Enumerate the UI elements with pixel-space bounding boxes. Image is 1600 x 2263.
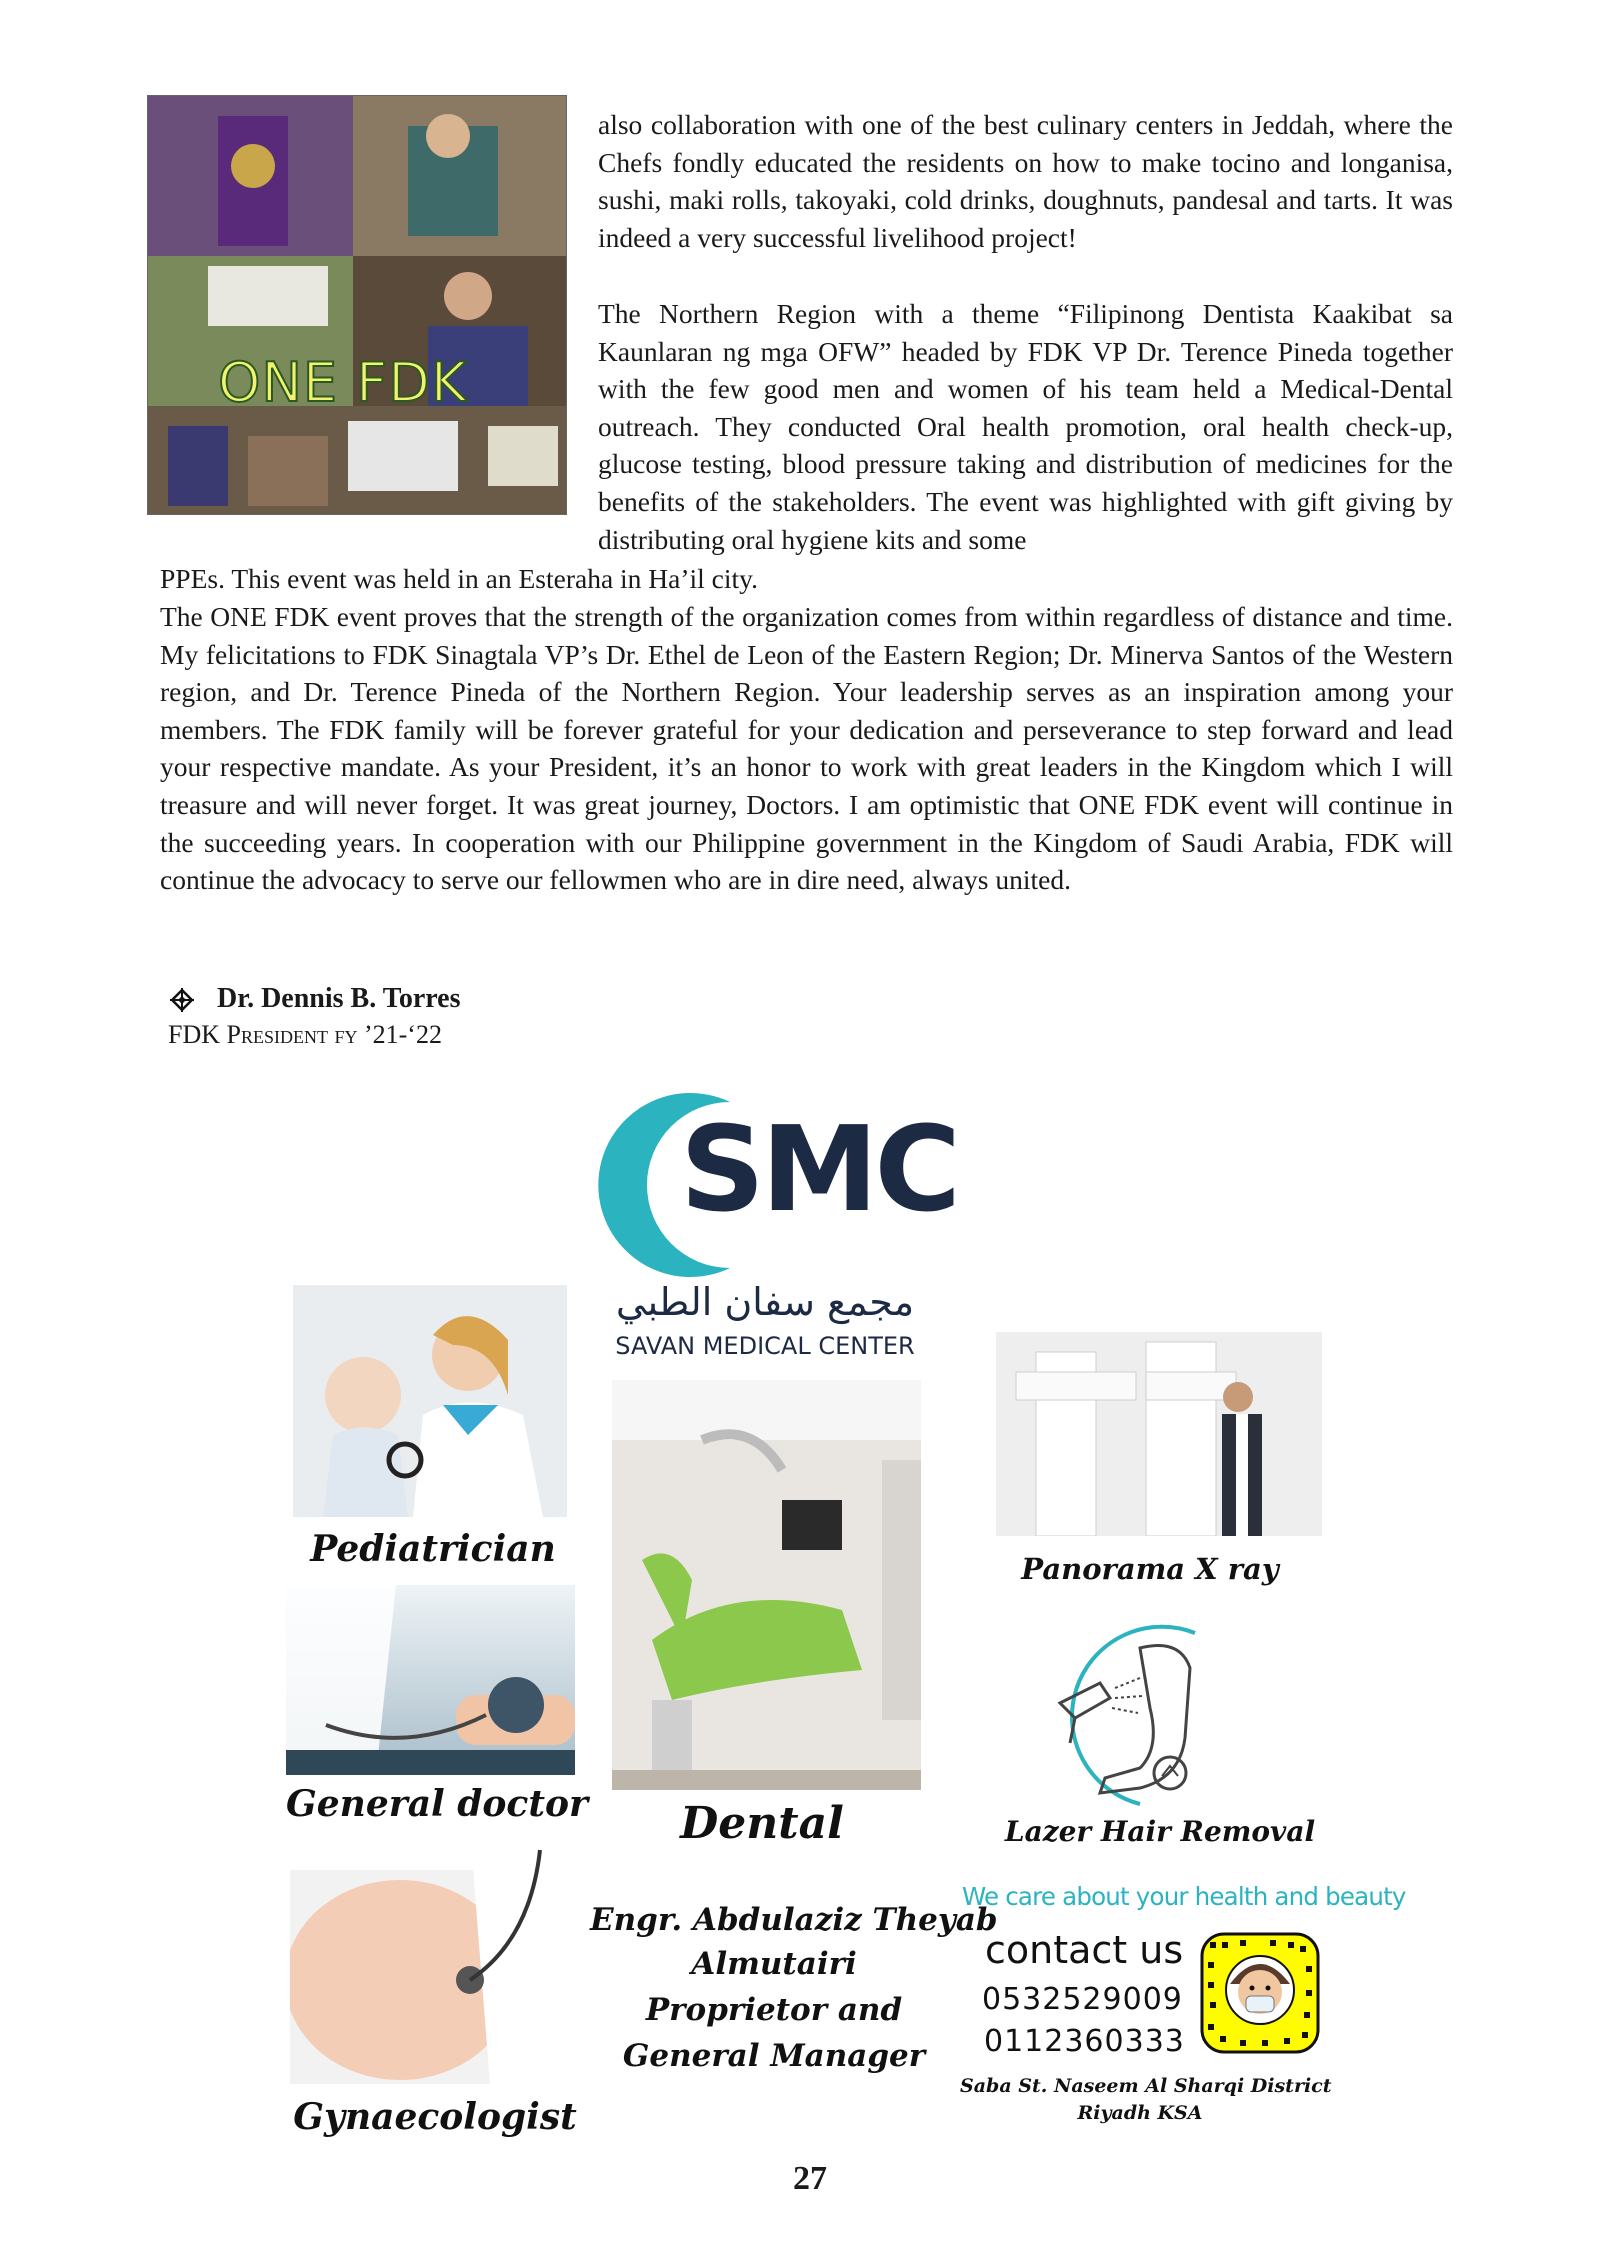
phone-number-mobile: 0532529009 — [982, 1982, 1183, 2017]
label-lazer-hair-removal: Lazer Hair Removal — [1004, 1815, 1316, 1848]
pediatrician-photo — [293, 1285, 567, 1517]
bullet-diamond-icon — [168, 986, 196, 1014]
signature-name: Dr. Dennis B. Torres — [217, 983, 461, 1014]
owner-title-line2: General Manager — [622, 2038, 926, 2074]
dental-photo — [612, 1380, 921, 1790]
general-doctor-photo — [286, 1585, 575, 1775]
owner-name-line2: Almutairi — [691, 1946, 857, 1982]
phone-number-landline: 0112360333 — [984, 2024, 1185, 2059]
collage-label: ONE FDK — [218, 351, 468, 414]
panorama-xray-photo — [996, 1332, 1322, 1536]
contact-heading: contact us — [985, 1928, 1184, 1972]
smc-logo-text: SMC — [680, 1100, 958, 1238]
smc-arabic-name: مجمع سفان الطبي — [615, 1280, 915, 1324]
label-pediatrician: Pediatrician — [310, 1528, 556, 1570]
tagline: We care about your health and beauty — [962, 1882, 1406, 1911]
smc-english-name: SAVAN MEDICAL CENTER — [615, 1332, 915, 1360]
address-line1: Saba St. Naseem Al Sharqi District — [960, 2075, 1332, 2097]
address-line2: Riyadh KSA — [1077, 2102, 1203, 2124]
paragraph-northern-region-end: PPEs. This event was held in an Esteraha in Ha’il city. — [160, 563, 759, 594]
page-number: 27 — [793, 2160, 827, 2197]
snapchat-code-icon[interactable] — [1200, 1932, 1320, 2054]
label-panorama-xray: Panorama X ray — [1021, 1552, 1279, 1586]
paragraph-felicitations: The ONE FDK event proves that the strength of the organization comes from within regardless of distance and time. My felicitations to FDK Sinagtala VP’s Dr. Ethel de Leon of the Eastern Region; Dr. Minerva Santos of the Western region, and Dr. Terence Pineda of the Northern Region. Your leadership serves as an inspiration among your members. The FDK family will be forever grateful for your dedication and perseverance to step forward and lead your respective mandate. As your President, it’s an honor to work with great leaders in the Kingdom which I will treasure and will never forget. It was great journey, Doctors. I am optimistic that ONE FDK event will continue in the succeeding years. In cooperation with our Philippine government in the Kingdom of Saudi Arabia, FDK will continue the advocacy to serve our fellowmen who are in dire need, always united. — [160, 601, 1453, 896]
label-gynaecologist: Gynaecologist — [293, 2096, 577, 2138]
collage-photo — [147, 95, 567, 515]
lazer-hair-removal-icon — [1020, 1608, 1210, 1808]
signature-title: FDK President fy ’21-‘22 — [168, 1020, 442, 1049]
label-dental: Dental — [680, 1798, 844, 1849]
owner-name-line1: Engr. Abdulaziz Theyab — [590, 1902, 998, 1938]
owner-title-line1: Proprietor and — [645, 1992, 903, 2028]
label-general-doctor: General doctor — [286, 1783, 588, 1825]
paragraph-northern-region: The Northern Region with a theme “Filipinong Dentista Kaakibat sa Kaunlaran ng mga OFW” headed by FDK VP Dr. Terence Pineda together with the few good men and women of his team held a Medical-Dental outreach. They conducted Oral health promotion, oral health check-up, glucose testing, blood pressure taking and distribution of medicines for the benefits of the stakeholders. The event was highlighted with gift giving by distributing oral hygiene kits and some — [598, 298, 1453, 555]
gynaecologist-photo — [290, 1830, 576, 2084]
paragraph-culinary: also collaboration with one of the best culinary centers in Jeddah, where the Chefs fondly educated the residents on how to make tocino and longanisa, sushi, maki rolls, takoyaki, cold drinks, doughnuts, pandesal and tarts. It was indeed a very successful livelihood project! — [598, 109, 1453, 253]
